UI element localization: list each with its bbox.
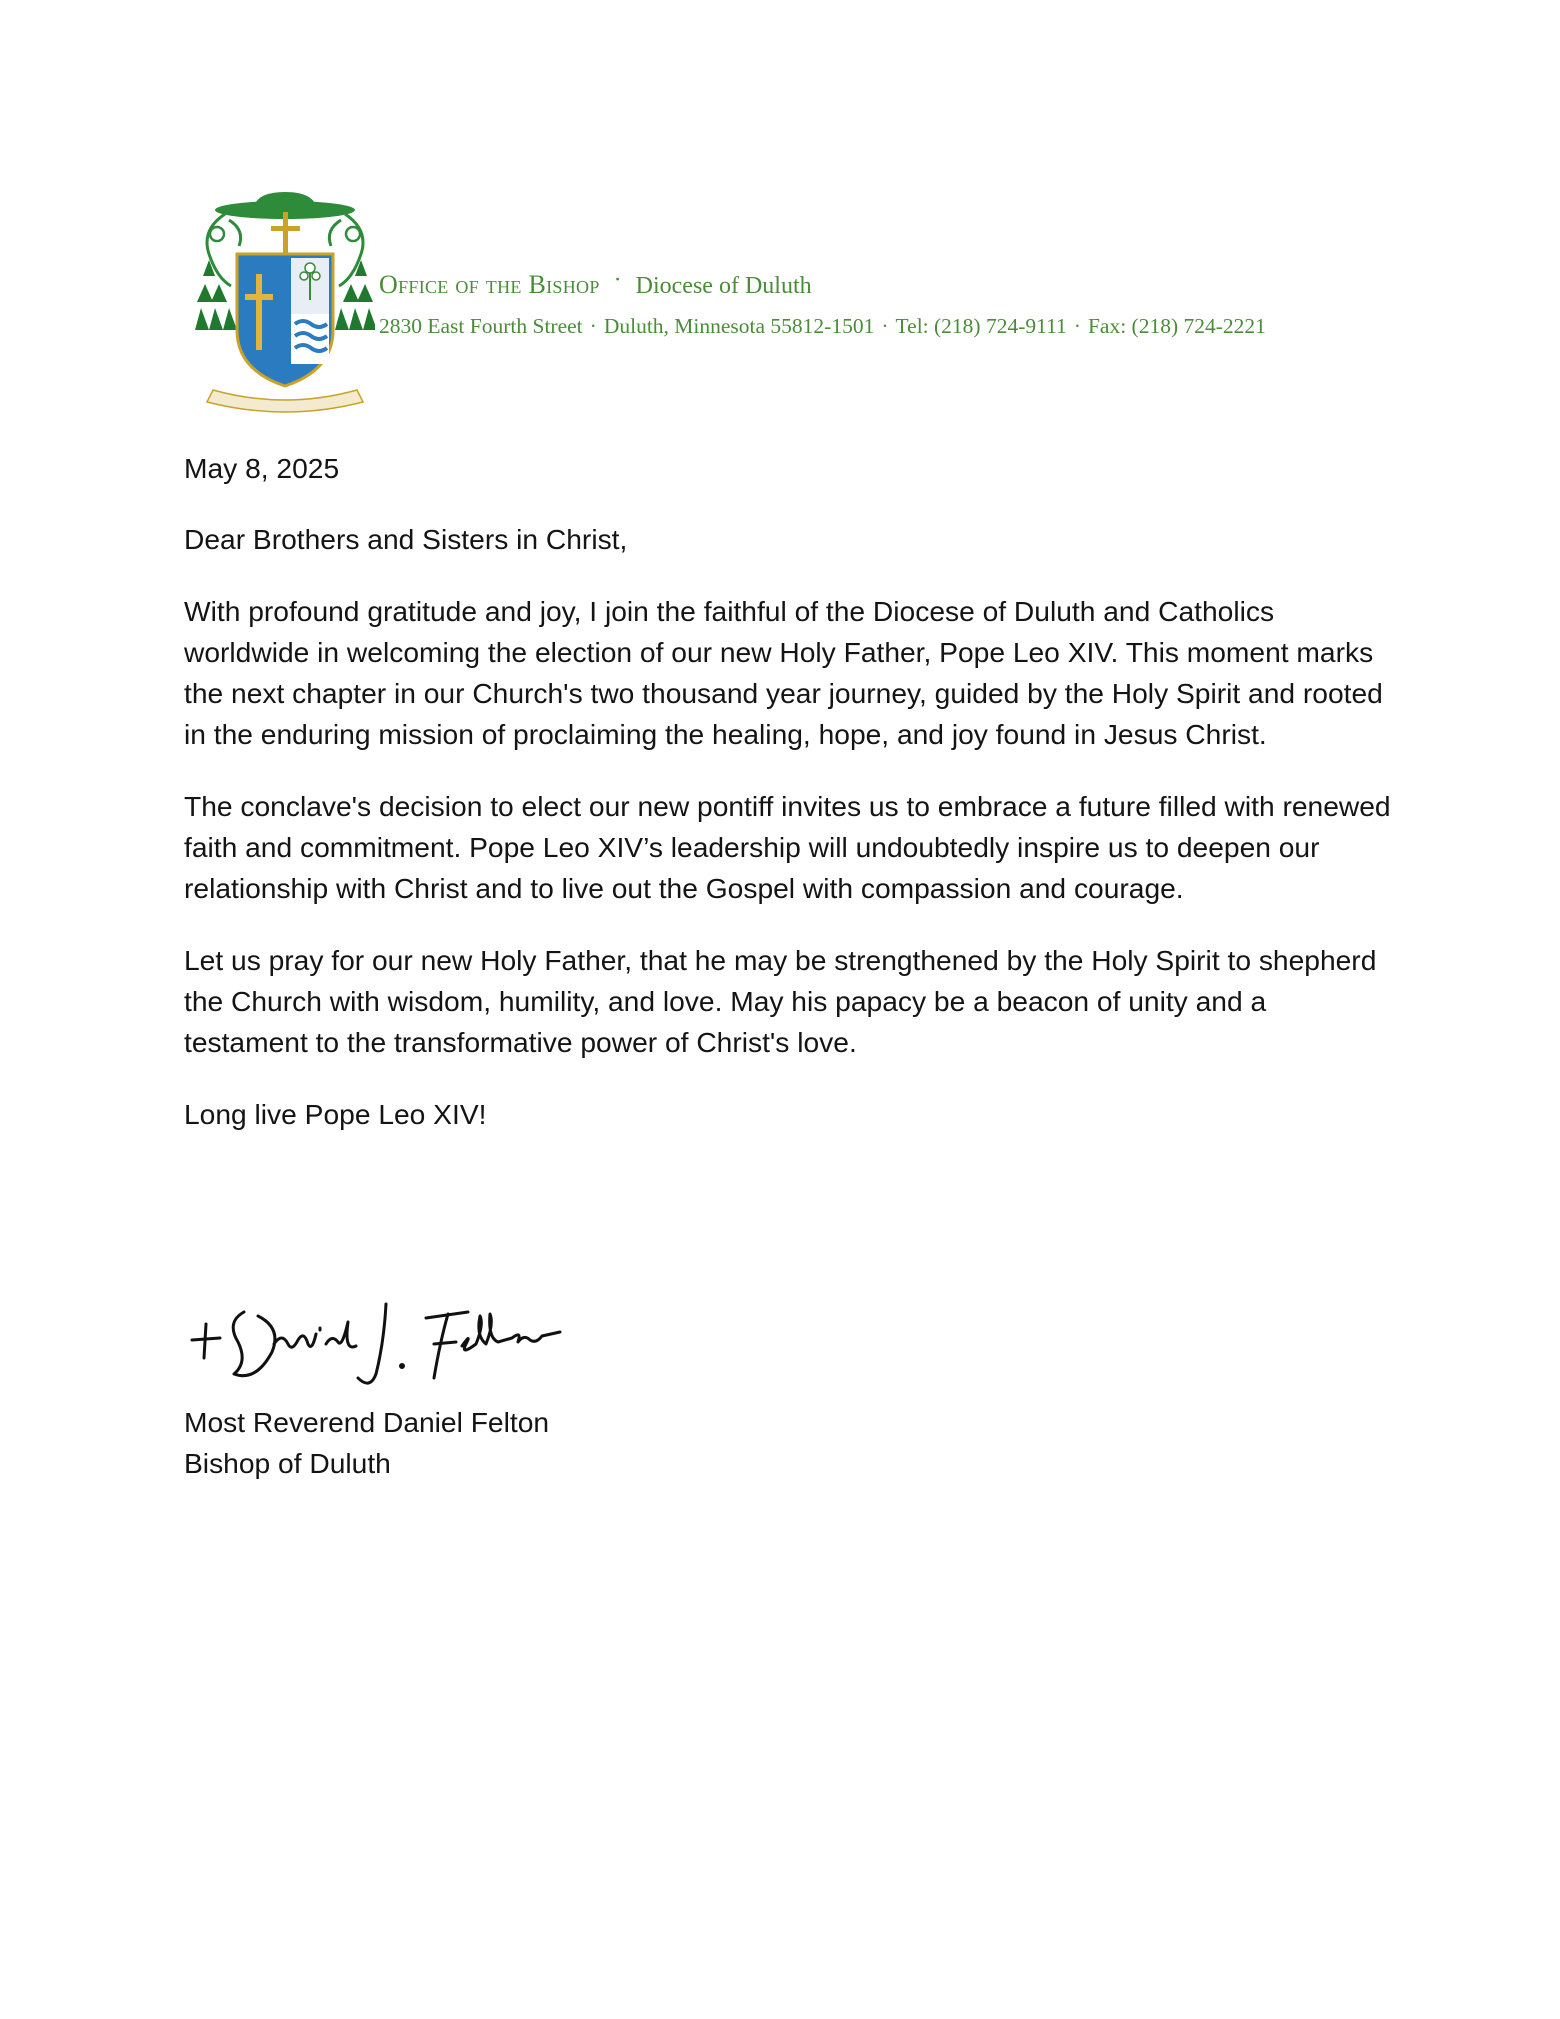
paragraph: Let us pray for our new Holy Father, that he may be strengthened by the Holy Spirit to shepherd the Church with wisdom, humility, and love. May his papacy be a beacon of unity and a testament to the transformative power of Christ's love. [184,944,1377,1058]
signer-name: Most Reverend Daniel Felton [184,1406,550,1438]
telephone: Tel: (218) 724-9111 [895,314,1067,338]
city-address: Duluth, Minnesota 55812-1501 [603,314,875,338]
separator-dot: · [613,267,622,293]
diocese-name: Diocese of Duluth [635,273,812,299]
closing-line: Long live Pope Leo XIV! [184,1098,487,1130]
signer-block [184,1402,549,1484]
letter-date: May 8, 2025 [184,452,340,484]
office-line [379,267,812,300]
street-address: 2830 East Fourth Street [379,314,583,338]
letter-body [184,448,1394,1166]
separator-dot: · [881,314,889,338]
paragraph: With profound gratitude and joy, I join the faithful of the Diocese of Duluth and Catholics worldwide in welcoming the election of our new Holy Father, Pope Leo XIV. This moment marks the next chapter in our Church's two thousand year journey, guided by the Holy Spirit and rooted in the enduring mission of proclaiming the healing, hope, and joy found in Jesus Christ. [184,595,1383,750]
office-name: Office of the Bishop [379,270,600,299]
separator-dot: · [1073,314,1081,338]
fax: Fax: (218) 724-2221 [1087,314,1266,338]
coat-of-arms-logo [195,190,375,414]
paragraph: The conclave's decision to elect our new pontiff invites us to embrace a future filled with renewed faith and commitment. Pope Leo XIV’s leadership will undoubtedly inspire us to deepen our relationship with Christ and to live out the Gospel with compassion and courage. [184,790,1391,904]
salutation: Dear Brothers and Sisters in Christ, [184,523,628,555]
letterhead [195,190,1435,420]
separator-dot: · [589,314,597,338]
signer-title: Bishop of Duluth [184,1447,391,1479]
handwritten-signature [186,1282,576,1392]
address-line [379,314,1266,339]
